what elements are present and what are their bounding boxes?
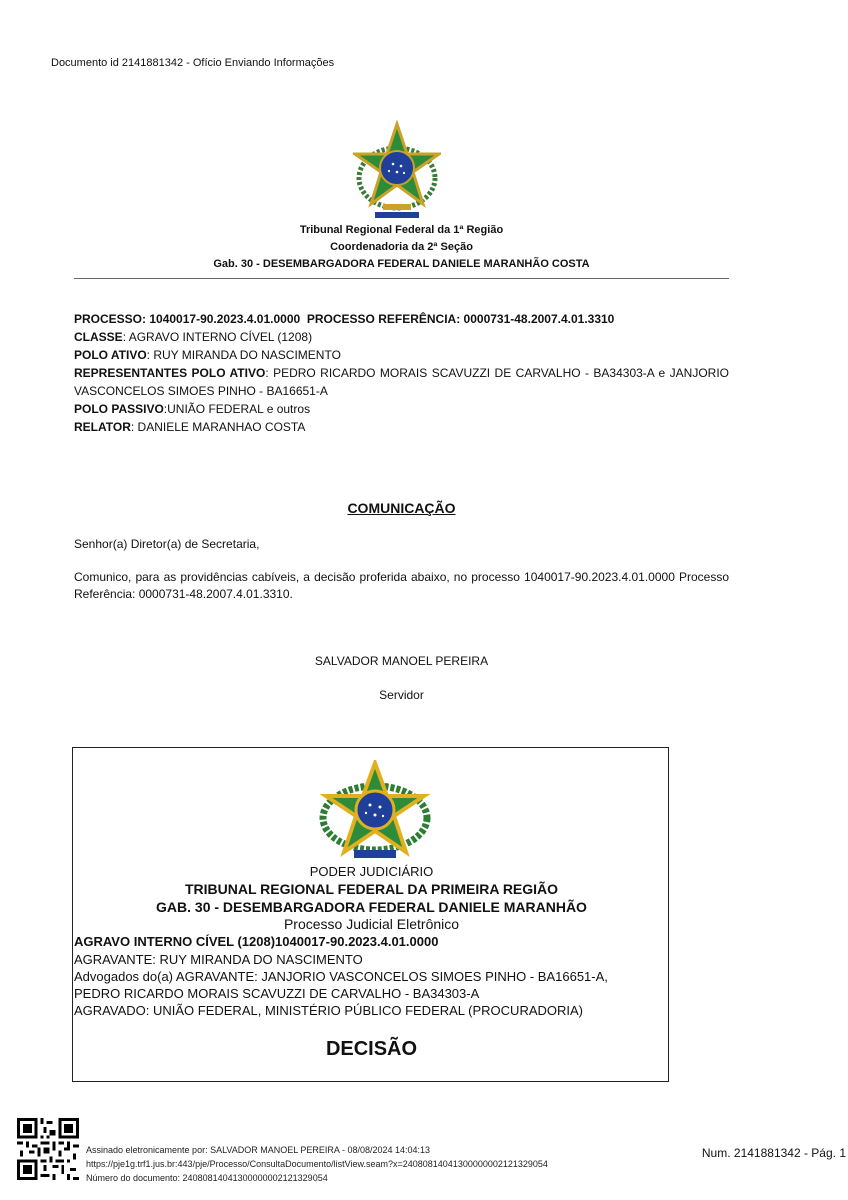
polo-passivo-label: POLO PASSIVO xyxy=(74,402,164,416)
classe-row xyxy=(74,328,729,346)
decision-header xyxy=(74,863,669,1019)
salutation: Senhor(a) Diretor(a) de Secretaria, xyxy=(74,537,260,551)
decision-title: DECISÃO xyxy=(325,1038,418,1060)
qr-code-icon xyxy=(17,1118,79,1180)
signer-role: Servidor xyxy=(379,688,424,702)
representantes-row xyxy=(74,364,729,400)
coat-of-arms-icon xyxy=(353,120,441,220)
court-header xyxy=(74,222,729,273)
processo-row xyxy=(74,310,729,328)
classe-label: CLASSE xyxy=(74,330,123,344)
cabinet-name: Gab. 30 - DESEMBARGADORA FEDERAL DANIELE MARANHÃO COSTA xyxy=(213,258,590,270)
poder-judiciario: PODER JUDICIÁRIO xyxy=(309,864,434,879)
communication-title: COMUNICAÇÃO xyxy=(347,500,456,516)
pje-label: Processo Judicial Eletrônico xyxy=(283,916,460,932)
advogados-line-2: PEDRO RICARDO MORAIS SCAVUZZI DE CARVALHO - BA34303-A xyxy=(74,986,480,1001)
relator-label: RELATOR xyxy=(74,420,131,434)
processo-label: PROCESSO: xyxy=(74,312,147,326)
signature-footer xyxy=(86,1143,548,1185)
document-number: Número do documento: 24080814041300000002121329054 xyxy=(86,1173,328,1183)
document-id: Documento id 2141881342 - Ofício Enviando Informações xyxy=(51,57,335,69)
agravo-line: AGRAVO INTERNO CÍVEL (1208)1040017-90.2023.4.01.0000 xyxy=(74,934,439,949)
signer-name: SALVADOR MANOEL PEREIRA xyxy=(314,654,489,668)
header-divider xyxy=(74,278,729,279)
representantes-value: : PEDRO RICARDO MORAIS SCAVUZZI DE CARVALHO - BA34303-A e JANJORIO VASCONCELOS SIMOES PINHO - BA16651-A xyxy=(74,366,729,398)
agravado-line: AGRAVADO: UNIÃO FEDERAL, MINISTÉRIO PÚBLICO FEDERAL (PROCURADORIA) xyxy=(74,1003,583,1018)
coordination-name: Coordenadoria da 2ª Seção xyxy=(330,241,473,253)
page-number: Num. 2141881342 - Pág. 1 xyxy=(701,1146,846,1160)
coat-of-arms-icon xyxy=(316,760,434,862)
polo-passivo-row xyxy=(74,400,729,418)
relator-row xyxy=(74,418,729,436)
polo-ativo-value: : RUY MIRANDA DO NASCIMENTO xyxy=(146,348,341,362)
processo-ref-label: PROCESSO REFERÊNCIA: xyxy=(306,312,461,326)
polo-ativo-label: POLO ATIVO xyxy=(74,348,147,362)
processo-value: 1040017-90.2023.4.01.0000 xyxy=(149,312,301,326)
classe-value: : AGRAVO INTERNO CÍVEL (1208) xyxy=(122,330,313,344)
case-metadata xyxy=(74,310,729,436)
signed-by: Assinado eletronicamente por: SALVADOR MANOEL PEREIRA - 08/08/2024 14:04:13 xyxy=(86,1145,431,1155)
polo-ativo-row xyxy=(74,346,729,364)
document-url[interactable]: https://pje1g.trf1.jus.br:443/pje/Processo/ConsultaDocumento/listView.seam?x=24080814041300000002121329054 xyxy=(86,1159,548,1169)
gab-name: GAB. 30 - DESEMBARGADORA FEDERAL DANIELE MARANHÃO xyxy=(156,899,587,915)
tribunal-name: TRIBUNAL REGIONAL FEDERAL DA PRIMEIRA REGIÃO xyxy=(184,881,559,897)
processo-ref-value: 0000731-48.2007.4.01.3310 xyxy=(463,312,615,326)
representantes-label: REPRESENTANTES POLO ATIVO xyxy=(74,366,266,380)
advogados-line-1: Advogados do(a) AGRAVANTE: JANJORIO VASCONCELOS SIMOES PINHO - BA16651-A, xyxy=(74,969,608,984)
communication-body: Comunico, para as providências cabíveis, a decisão proferida abaixo, no processo 1040017-90.2023.4.01.0000 Processo Referência: 0000731-48.2007.4.01.3310. xyxy=(74,570,729,601)
polo-passivo-value: :UNIÃO FEDERAL e outros xyxy=(163,402,311,416)
court-name: Tribunal Regional Federal da 1ª Região xyxy=(299,224,504,236)
agravante-line: AGRAVANTE: RUY MIRANDA DO NASCIMENTO xyxy=(74,952,363,967)
relator-value: : DANIELE MARANHAO COSTA xyxy=(130,420,306,434)
